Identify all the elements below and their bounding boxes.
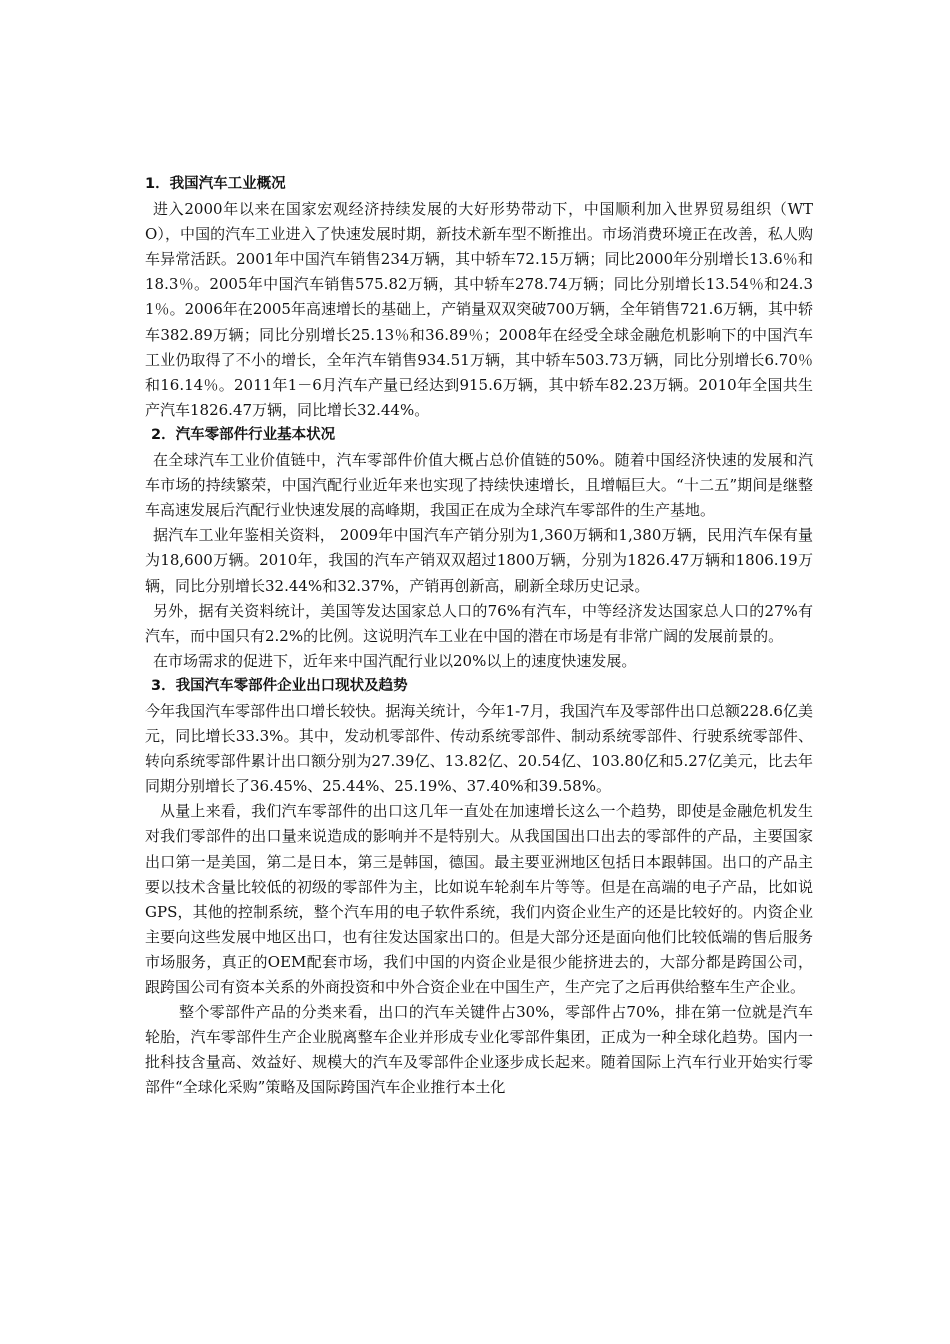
- document-body: [145, 172, 813, 1100]
- paragraph: 今年我国汽车零部件出口增长较快。据海关统计，今年1-7月，我国汽车及零部件出口总额228.6亿美元，同比增长33.3%。其中，发动机零部件、传动系统零部件、制动系统零部件、行驶系统零部件、转向系统零部件累计出口额分别为27.39亿、13.82亿、20.54亿、103.80亿和5.27亿美元，比去年同期分别增长了36.45%、25.44%、25.19%、37.40%和39.58%。: [145, 701, 813, 796]
- paragraph: 另外，据有关资料统计，美国等发达国家总人口的76%有汽车，中等经济发达国家总人口的27%有汽车，而中国只有2.2%的比例。这说明汽车工业在中国的潜在市场是有非常广阔的发展前景的。: [145, 601, 813, 645]
- section-heading-2: 2．汽车零部件行业基本状况: [151, 426, 336, 443]
- section-heading-1: 1．我国汽车工业概况: [145, 176, 286, 192]
- paragraph: 在全球汽车工业价值链中，汽车零部件价值大概占总价值链的50%。随着中国经济快速的发展和汽车市场的持续繁荣，中国汽配行业近年来也实现了持续快速增长，且增幅巨大。“十二五”期间是继整车高速发展后汽配行业快速发展的高峰期，我国正在成为全球汽车零部件的生产基地。: [145, 451, 813, 520]
- paragraph: 进入2000年以来在国家宏观经济持续发展的大好形势带动下，中国顺利加入世界贸易组织（WTO），中国的汽车工业进入了快速发展时期，新技术新车型不断推出。市场消费环境正在改善，私人购车异常活跃。2001年中国汽车销售234万辆，其中轿车72.15万辆；同比2000年分别增长13.6％和18.3％。2005年中国汽车销售575.82万辆，其中轿车278.74万辆；同比分别增长13.54％和24.31％。2006年在2005年高速增长的基础上，产销量双双突破700万辆，全年销售721.6万辆，其中轿车382.89万辆；同比分别增长25.13％和36.89％；2008年在经受全球金融危机影响下的中国汽车工业仍取得了不小的增长，全年汽车销售934.51万辆，其中轿车503.73万辆，同比分别增长6.70％和16.14％。2011年1－6月汽车产量已经达到915.6万辆，其中轿车82.23万辆。2010年全国共生产汽车1826.47万辆，同比增长32.44%。: [145, 200, 813, 419]
- paragraph: 在市场需求的促进下，近年来中国汽配行业以20%以上的速度快速发展。: [153, 651, 637, 670]
- section-heading-3: 3．我国汽车零部件企业出口现状及趋势: [151, 677, 408, 694]
- paragraph: 整个零部件产品的分类来看，出口的汽车关键件占30%，零部件占70%，排在第一位就是汽车轮胎，汽车零部件生产企业脱离整车企业并形成专业化零部件集团，正成为一种全球化趋势。国内一批科技含量高、效益好、规模大的汽车及零部件企业逐步成长起来。随着国际上汽车行业开始实行零部件“全球化采购”策略及国际跨国汽车企业推行本土化: [145, 1003, 813, 1097]
- paragraph: 从量上来看，我们汽车零部件的出口这几年一直处在加速增长这么一个趋势，即使是金融危机发生对我们零部件的出口量来说造成的影响并不是特别大。从我国国出口出去的零部件的产品，主要国家出口第一是美国，第二是日本，第三是韩国，德国。最主要亚洲地区包括日本跟韩国。出口的产品主要以技术含量比较低的初级的零部件为主，比如说车轮刹车片等等。但是在高端的电子产品，比如说GPS，其他的控制系统，整个汽车用的电子软件系统，我们内资企业生产的还是比较好的。内资企业主要向这些发展中地区出口，也有往发达国家出口的。但是大部分还是面向他们比较低端的售后服务市场服务，真正的OEM配套市场，我们中国的内资企业是很少能挤进去的，大部分都是跨国公司，跟跨国公司有资本关系的外商投资和中外合资企业在中国生产，生产完了之后再供给整车生产企业。: [145, 802, 813, 996]
- paragraph: 据汽车工业年鉴相关资料， 2009年中国汽车产销分别为1,360万辆和1,380万辆，民用汽车保有量为18,600万辆。2010年，我国的汽车产销双双超过1800万辆，分别为1826.47万辆和1806.19万辆，同比分别增长32.44%和32.37%，产销再创新高，刷新全球历史记录。: [145, 526, 813, 595]
